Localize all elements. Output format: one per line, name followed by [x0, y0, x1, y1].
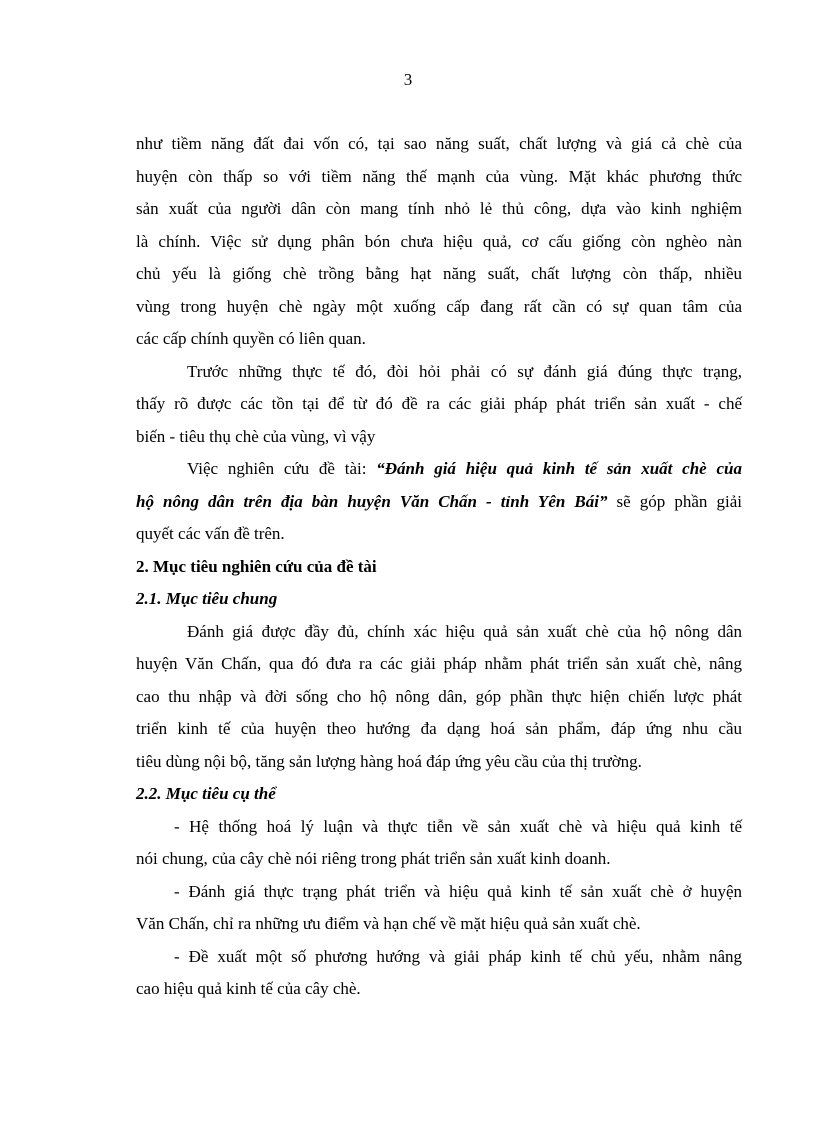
- paragraph-line: cao thu nhập và đời sống cho hộ nông dân, góp phần thực hiện chiến lược phát: [136, 686, 742, 706]
- paragraph-line: chủ yếu là giống chè trồng bằng hạt năng suất, chất lượng còn thấp, nhiều: [136, 264, 742, 283]
- thesis-title: “Đánh giá hiệu quả kinh tế sản xuất chè của: [376, 459, 742, 478]
- page-number: 3: [403, 70, 413, 89]
- paragraph-line: triển kinh tế của huyện theo hướng đa dạng hoá sản phẩm, đáp ứng nhu cầu: [136, 719, 742, 738]
- paragraph-text: sẽ góp phần giải: [607, 491, 742, 511]
- bullet-line: Văn Chấn, chỉ ra những ưu điểm và hạn chế về mặt hiệu quả sản xuất chè.: [136, 914, 641, 933]
- paragraph-line: là chính. Việc sử dụng phân bón chưa hiệu quả, cơ cấu giống còn nghèo nàn: [136, 231, 742, 251]
- paragraph-line: các cấp chính quyền có liên quan.: [136, 329, 366, 348]
- paragraph-line: tiêu dùng nội bộ, tăng sản lượng hàng hoá đáp ứng yêu cầu của thị trường.: [136, 751, 642, 771]
- bullet-line: - Đề xuất một số phương hướng và giải pháp kinh tế chủ yếu, nhằm nâng: [174, 946, 742, 966]
- section-heading: 2. Mục tiêu nghiên cứu của đề tài: [136, 556, 377, 576]
- paragraph-line: Trước những thực tế đó, đòi hỏi phải có sự đánh giá đúng thực trạng,: [187, 361, 742, 381]
- paragraph-line: [136, 453, 742, 486]
- paragraph-line: thấy rõ được các tồn tại để từ đó đề ra các giải pháp phát triển sản xuất - chế: [136, 394, 742, 413]
- bullet-line: - Đánh giá thực trạng phát triển và hiệu quả kinh tế sản xuất chè ở huyện: [174, 881, 742, 901]
- paragraph-line: sản xuất của người dân còn mang tính nhỏ lẻ thủ công, dựa vào kinh nghiệm: [136, 199, 742, 218]
- paragraph-line: huyện còn thấp so với tiềm năng thế mạnh của vùng. Mặt khác phương thức: [136, 166, 742, 186]
- subsection-heading: 2.1. Mục tiêu chung: [136, 589, 278, 608]
- bullet-line: cao hiệu quả kinh tế của cây chè.: [136, 979, 361, 998]
- paragraph-line: [136, 486, 742, 519]
- bullet-line: - Hệ thống hoá lý luận và thực tiễn về sản xuất chè và hiệu quả kinh tế: [174, 816, 742, 836]
- paragraph-line: huyện Văn Chấn, qua đó đưa ra các giải pháp nhằm phát triển sản xuất chè, nâng: [136, 654, 742, 673]
- page-content: [136, 128, 742, 1006]
- paragraph-line: biến - tiêu thụ chè của vùng, vì vậy: [136, 426, 376, 446]
- paragraph-line: như tiềm năng đất đai vốn có, tại sao năng suất, chất lượng và giá cả chè của: [136, 134, 742, 153]
- paragraph-line: Đánh giá được đầy đủ, chính xác hiệu quả sản xuất chè của hộ nông dân: [187, 621, 742, 641]
- thesis-title: hộ nông dân trên địa bàn huyện Văn Chấn - tỉnh Yên Bái”: [136, 491, 608, 511]
- paragraph-text: Việc nghiên cứu đề tài:: [187, 459, 377, 478]
- bullet-line: nói chung, của cây chè nói riêng trong phát triển sản xuất kinh doanh.: [136, 849, 611, 868]
- paragraph-line: quyết các vấn đề trên.: [136, 524, 285, 543]
- paragraph-line: vùng trong huyện chè ngày một xuống cấp đang rất cần có sự quan tâm của: [136, 296, 742, 316]
- subsection-heading: 2.2. Mục tiêu cụ thể: [136, 784, 276, 803]
